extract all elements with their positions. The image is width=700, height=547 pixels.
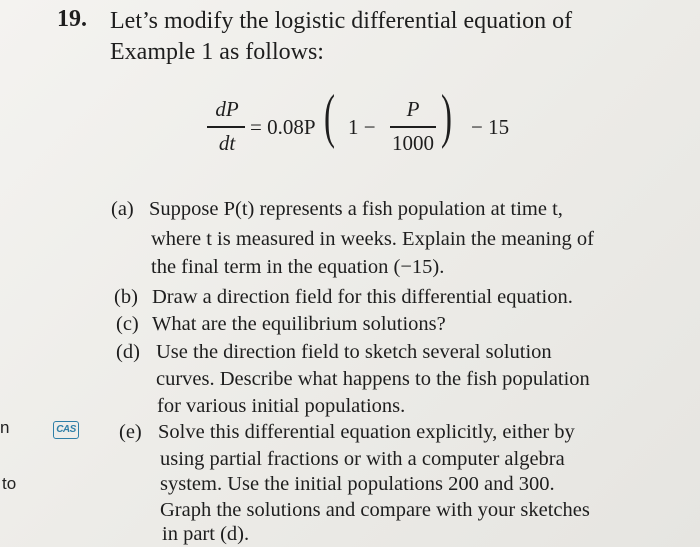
part-c-label: (c) [116,313,139,335]
problem-title-line-1: Let’s modify the logistic differential equation of [110,8,573,34]
part-a-line: where t is measured in weeks. Explain the meaning of [151,228,594,250]
eq-frac-denominator: 1000 [392,131,434,155]
part-d-label: (d) [116,341,140,363]
eq-lhs-fraction-bar [207,126,245,128]
part-e-label: (e) [119,421,142,443]
eq-tail: − 15 [471,115,510,139]
part-c-line: What are the equilibrium solutions? [152,313,446,335]
eq-lhs-denominator: dt [218,131,236,155]
part-d-line: Use the direction field to sketch several solution [156,341,552,363]
cas-badge-icon: CAS [53,421,79,439]
part-d-line: for various initial populations. [157,395,406,417]
problem-title-line-2: Example 1 as follows: [110,39,324,65]
margin-fragment-top: n [0,418,10,437]
eq-lhs-numerator: dP [215,97,239,121]
part-a-line: Suppose P(t) represents a fish population at time t, [149,198,563,220]
eq-coefficient: = 0.08P [250,115,316,139]
part-a-line: the final term in the equation (−15). [151,256,445,278]
part-e-line: Graph the solutions and compare with your sketches [160,499,590,521]
part-a-label: (a) [111,198,134,220]
part-e-line: Solve this differential equation explicitly, either by [158,421,575,443]
eq-frac-numerator: P [406,97,420,121]
part-e-line: system. Use the initial populations 200 and 300. [160,473,555,495]
eq-open-paren: ( [324,83,335,149]
part-b-line: Draw a direction field for this differential equation. [152,286,573,308]
part-b-label: (b) [114,286,138,308]
margin-fragment-bottom: to [2,474,17,493]
problem-title [110,6,572,68]
eq-one-minus: 1 − [348,115,376,139]
problem-number: 19. [57,6,87,32]
part-e-line: in part (d). [162,523,250,545]
part-e-line: using partial fractions or with a computer algebra [160,448,565,470]
eq-close-paren: ) [441,83,452,149]
part-d-line: curves. Describe what happens to the fish population [156,368,590,390]
eq-frac-bar [390,126,436,128]
